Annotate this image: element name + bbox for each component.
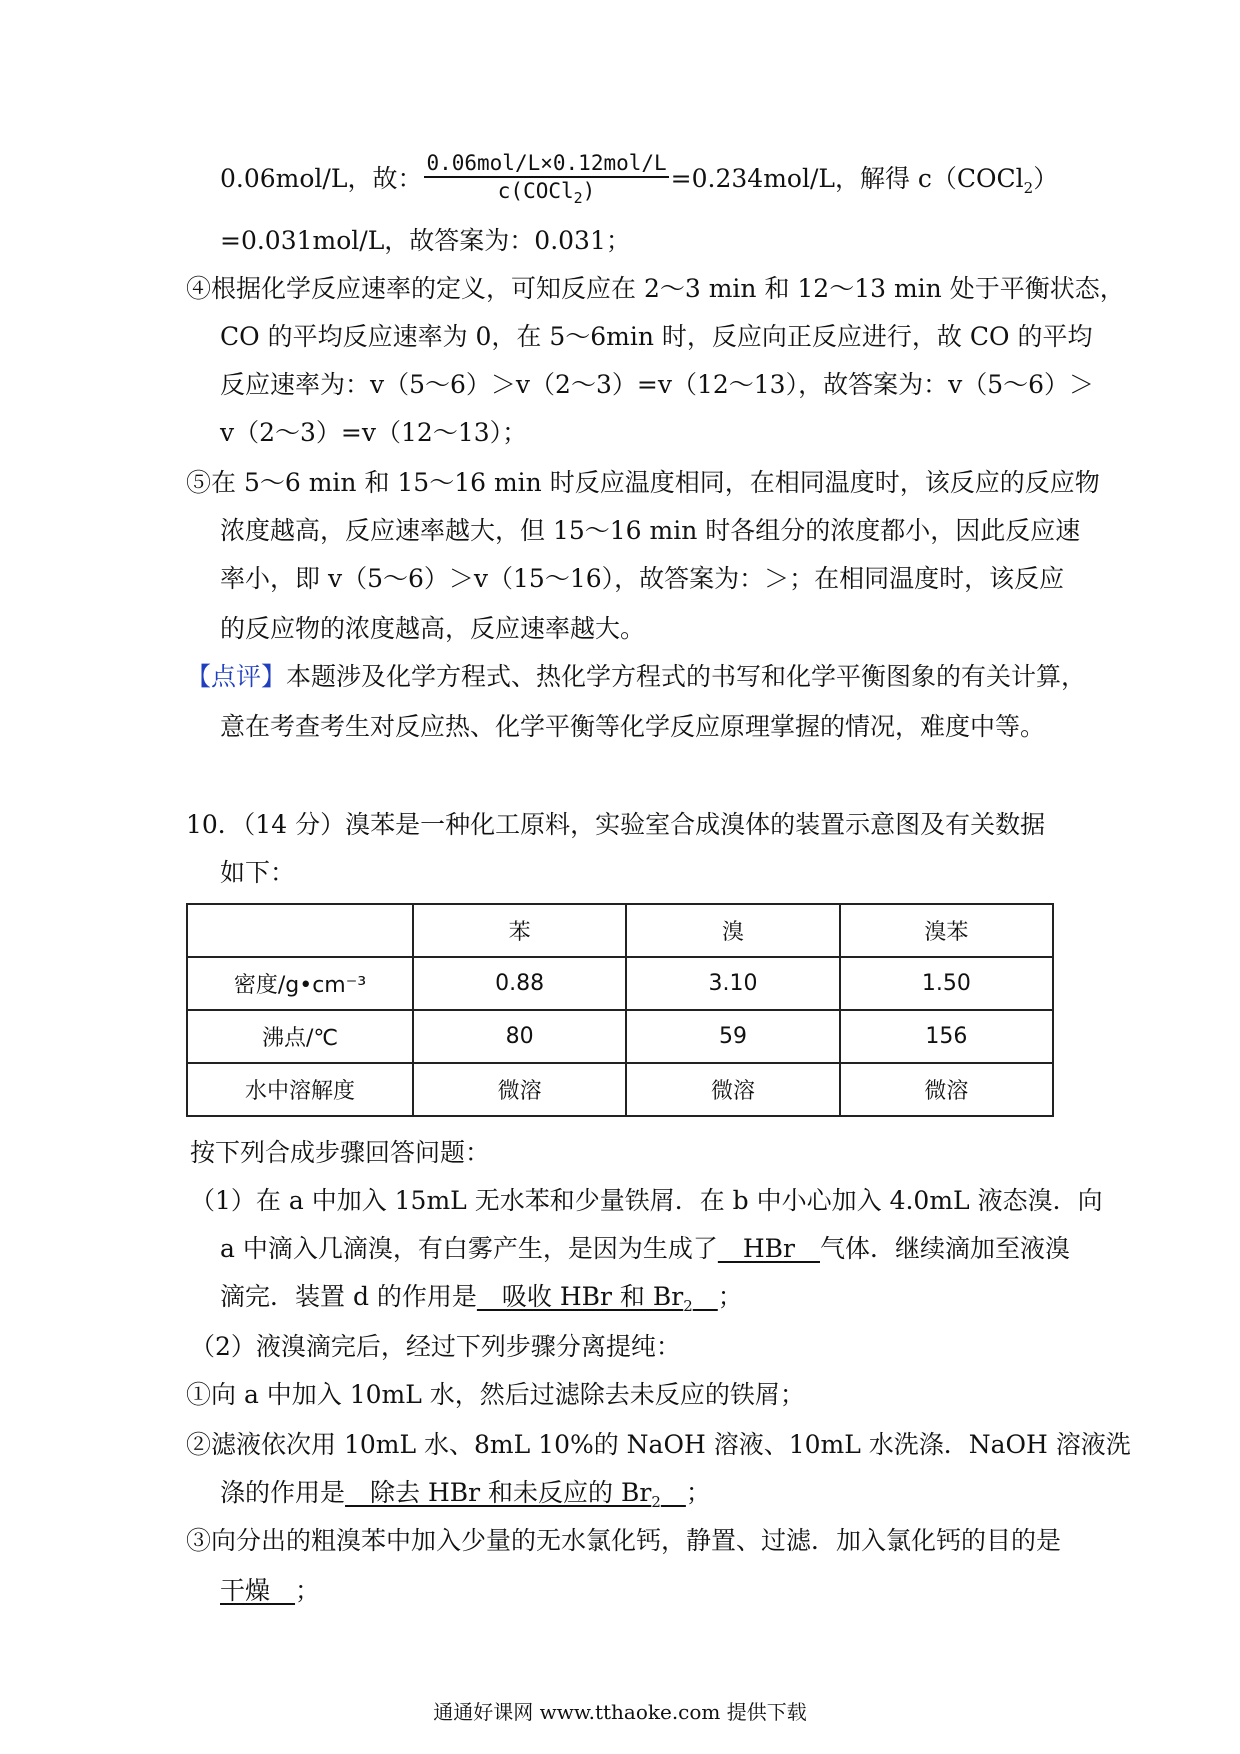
table-cell: 密度/g•cm⁻³ bbox=[187, 957, 413, 1010]
solution-line-2: =0.031mol/L，故答案为：0.031； bbox=[220, 226, 631, 255]
table-cell: 水中溶解度 bbox=[187, 1063, 413, 1116]
table-row bbox=[187, 957, 1053, 1010]
part-2-line-1: （2）液溴滴完后，经过下列步骤分离提纯： bbox=[190, 1332, 681, 1361]
solution-line-6: v（2～3）=v（12～13）； bbox=[220, 418, 528, 447]
solution-line-8: 浓度越高，反应速率越大，但 15～16 min 时各组分的浓度都小，因此反应速 bbox=[220, 516, 1081, 545]
table-header-cell: 溴 bbox=[626, 904, 839, 957]
comment-tag: 【点评】 bbox=[186, 662, 287, 691]
table-cell: 微溶 bbox=[840, 1063, 1053, 1116]
table-cell: 80 bbox=[413, 1010, 626, 1063]
fraction-denominator: c(COCl$_2$) bbox=[497, 179, 596, 208]
text: 0.06mol/L，故： bbox=[220, 164, 423, 194]
data-table bbox=[186, 903, 1054, 1117]
table-row bbox=[187, 1063, 1053, 1116]
question-10-line-2: 如下： bbox=[220, 858, 296, 887]
question-10-line-1: 10．（14 分）溴苯是一种化工原料，实验室合成溴体的装置示意图及有关数据 bbox=[186, 810, 1046, 839]
answer-blank: 干燥 bbox=[220, 1576, 296, 1605]
part-1-line-3: 滴完．装置 d 的作用是 吸收 HBr 和 $Br_2$ ； bbox=[220, 1282, 743, 1315]
part-1-line-2: a 中滴入几滴溴，有白雾产生，是因为生成了 HBr 气体．继续滴加至液溴 bbox=[220, 1234, 1070, 1263]
answer-blank: 吸收 HBr 和 $Br_2$ bbox=[476, 1282, 693, 1315]
solution-line-5: 反应速率为：v（5～6）＞v（2～3）=v（12～13），故答案为：v（5～6）＞ bbox=[220, 370, 1095, 399]
solution-line-9: 率小，即 v（5～6）＞v（15～16），故答案为：＞；在相同温度时，该反应 bbox=[220, 564, 1065, 593]
table-cell: 微溶 bbox=[413, 1063, 626, 1116]
step-3-line-2: 干燥 ； bbox=[220, 1576, 321, 1605]
fraction bbox=[424, 150, 668, 211]
answer-blank: HBr bbox=[717, 1234, 820, 1263]
solution-line-3: ④根据化学反应速率的定义，可知反应在 2～3 min 和 12～13 min 处于平衡状态， bbox=[186, 274, 1125, 303]
table-cell: 156 bbox=[840, 1010, 1053, 1063]
step-1: ①向 a 中加入 10mL 水，然后过滤除去未反应的铁屑； bbox=[186, 1380, 805, 1409]
comment-line-1: 【点评】本题涉及化学方程式、热化学方程式的书写和化学平衡图象的有关计算， bbox=[186, 662, 1087, 691]
table-cell: 沸点/℃ bbox=[187, 1010, 413, 1063]
part-1-line-1: （1）在 a 中加入 15mL 无水苯和少量铁屑．在 b 中小心加入 4.0mL 液态溴．向 bbox=[190, 1186, 1103, 1215]
solution-line-4: CO 的平均反应速率为 0，在 5～6min 时，反应向正反应进行，故 CO 的平均 bbox=[220, 322, 1093, 351]
table-header-cell: 溴苯 bbox=[840, 904, 1053, 957]
comment-line-2: 意在考查考生对反应热、化学平衡等化学反应原理掌握的情况，难度中等。 bbox=[220, 712, 1046, 741]
table-cell: 1.50 bbox=[840, 957, 1053, 1010]
table-cell: 3.10 bbox=[626, 957, 839, 1010]
steps-intro: 按下列合成步骤回答问题： bbox=[190, 1138, 491, 1167]
fraction-numerator: 0.06mol/L×0.12mol/L bbox=[424, 150, 668, 178]
table-header-cell: 苯 bbox=[413, 904, 626, 957]
step-2-line-1: ②滤液依次用 10mL 水、8mL 10%的 NaOH 溶液、10mL 水洗涤．NaOH 溶液洗 bbox=[186, 1430, 1131, 1459]
step-2-line-2: 涤的作用是 除去 HBr 和未反应的 $Br_2$ ； bbox=[220, 1478, 711, 1511]
table-cell: 微溶 bbox=[626, 1063, 839, 1116]
table-cell: 0.88 bbox=[413, 957, 626, 1010]
table-cell: 59 bbox=[626, 1010, 839, 1063]
solution-line-7: ⑤在 5～6 min 和 15～16 min 时反应温度相同，在相同温度时，该反应的反应物 bbox=[186, 468, 1100, 497]
solution-line-1: 0.06mol/L，故： $\frac{\text{0.06mol/L×0.12mol/L}}{c(COCl_2)}$ =0.234mol/L，解得 c（COCl$_2$） bbox=[220, 150, 1058, 211]
step-3-line-1: ③向分出的粗溴苯中加入少量的无水氯化钙，静置、过滤．加入氯化钙的目的是 bbox=[186, 1526, 1062, 1555]
table-header-row bbox=[187, 904, 1053, 957]
table-header-cell bbox=[187, 904, 413, 957]
answer-blank: 除去 HBr 和未反应的 $Br_2$ bbox=[345, 1478, 661, 1511]
text: =0.234mol/L，解得 c（COCl bbox=[670, 164, 1024, 194]
page-footer: 通通好课网 www.tthaoke.com 提供下载 bbox=[433, 1700, 807, 1724]
solution-line-10: 的反应物的浓度越高，反应速率越大。 bbox=[220, 614, 646, 643]
table-row bbox=[187, 1010, 1053, 1063]
